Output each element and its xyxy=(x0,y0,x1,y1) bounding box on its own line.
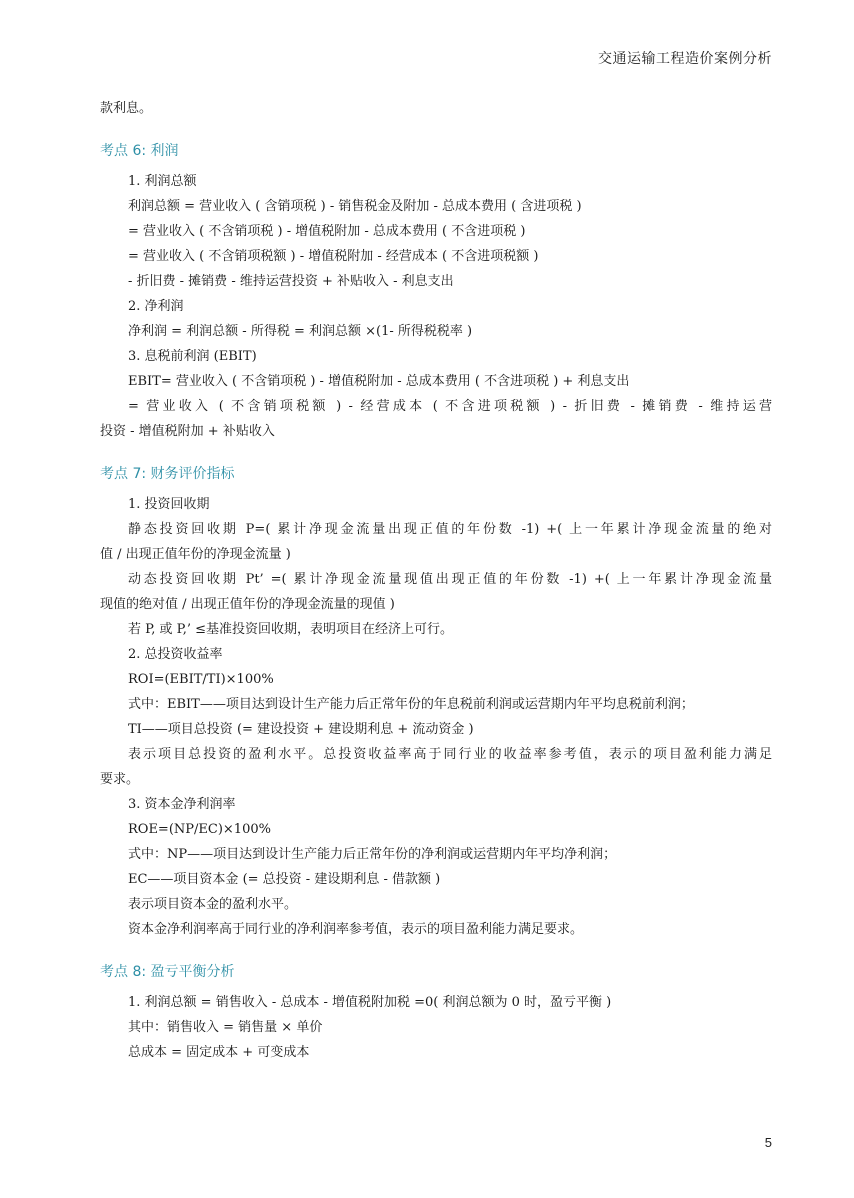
text-line: 若 P, 或 P,’ ≤基准投资回收期，表明项目在经济上可行。 xyxy=(128,622,454,637)
formula-line: ROI=(EBIT/TI)×100% xyxy=(128,672,274,687)
section-heading-6: 考点 6: 利润 xyxy=(100,143,179,159)
formula-line: 投资 - 增值税附加 + 补贴收入 xyxy=(100,424,275,439)
formula-line: = 营业收入 ( 不含销项税额 ) - 经营成本 ( 不含进项税额 ) - 折旧费 - 摊销费 - 维持运营 xyxy=(128,399,772,414)
subheading: 2. 总投资收益率 xyxy=(128,647,223,662)
running-header-title: 交通运输工程造价案例分析 xyxy=(598,51,772,67)
formula-line: - 折旧费 - 摊销费 - 维持运营投资 + 补贴收入 - 利息支出 xyxy=(128,274,454,289)
formula-line: 其中：销售收入 = 销售量 × 单价 xyxy=(128,1020,323,1035)
formula-line: 动态投资回收期 Pt’ =( 累计净现金流量现值出现正值的年份数 -1) +( 上一年累计净现金流量 xyxy=(128,572,772,587)
formula-line: 静态投资回收期 P=( 累计净现金流量出现正值的年份数 -1) +( 上一年累计净现金流量的绝对 xyxy=(128,522,772,537)
subheading: 1. 利润总额 xyxy=(128,174,197,189)
page-number: 5 xyxy=(764,1135,772,1150)
formula-line: 现值的绝对值 / 出现正值年份的净现金流量的现值 ) xyxy=(100,597,395,612)
subheading: 1. 投资回收期 xyxy=(128,497,210,512)
subheading: 2. 净利润 xyxy=(128,299,184,314)
text-line: 式中：EBIT——项目达到设计生产能力后正常年份的年息税前利润或运营期内年平均息税前利润； xyxy=(128,697,694,712)
text-line: 资本金净利润率高于同行业的净利润率参考值，表示的项目盈利能力满足要求。 xyxy=(128,922,584,937)
text-line: 表示项目资本金的盈利水平。 xyxy=(128,897,298,912)
formula-line: = 营业收入 ( 不含销项税额 ) - 增值税附加 - 经营成本 ( 不含进项税额 ) xyxy=(128,249,539,264)
formula-line: ROE=(NP/EC)×100% xyxy=(128,822,271,837)
text-line: EC——项目资本金 (= 总投资 - 建设期利息 - 借款额 ) xyxy=(128,872,441,887)
page-body xyxy=(100,96,772,1065)
text-line: TI——项目总投资 (= 建设投资 + 建设期利息 + 流动资金 ) xyxy=(128,722,474,737)
text-line: 要求。 xyxy=(100,772,140,787)
subheading: 3. 息税前利润 (EBIT) xyxy=(128,349,257,364)
formula-line: 1. 利润总额 = 销售收入 - 总成本 - 增值税附加税 =0( 利润总额为 0 时，盈亏平衡 ) xyxy=(128,995,612,1010)
section-heading-7: 考点 7: 财务评价指标 xyxy=(100,466,235,482)
continued-text-line: 款利息。 xyxy=(100,101,153,116)
section-body-7 xyxy=(100,492,772,942)
text-line: 表示项目总投资的盈利水平。总投资收益率高于同行业的收益率参考值，表示的项目盈利能力满足 xyxy=(128,747,772,762)
text-line: 式中：NP——项目达到设计生产能力后正常年份的净利润或运营期内年平均净利润； xyxy=(128,847,617,862)
formula-line: EBIT= 营业收入 ( 不含销项税 ) - 增值税附加 - 总成本费用 ( 不含进项税 ) + 利息支出 xyxy=(128,374,630,389)
subheading: 3. 资本金净利润率 xyxy=(128,797,236,812)
formula-line: = 营业收入 ( 不含销项税 ) - 增值税附加 - 总成本费用 ( 不含进项税 ) xyxy=(128,224,526,239)
section-heading-8: 考点 8: 盈亏平衡分析 xyxy=(100,964,235,980)
formula-line: 利润总额 = 营业收入 ( 含销项税 ) - 销售税金及附加 - 总成本费用 ( 含进项税 ) xyxy=(128,199,582,214)
section-body-8 xyxy=(100,990,772,1065)
formula-line: 值 / 出现正值年份的净现金流量 ) xyxy=(100,547,291,562)
section-body-6 xyxy=(100,169,772,444)
formula-line: 净利润 = 利润总额 - 所得税 = 利润总额 ×(1- 所得税税率 ) xyxy=(128,324,473,339)
formula-line: 总成本 = 固定成本 + 可变成本 xyxy=(128,1045,310,1060)
